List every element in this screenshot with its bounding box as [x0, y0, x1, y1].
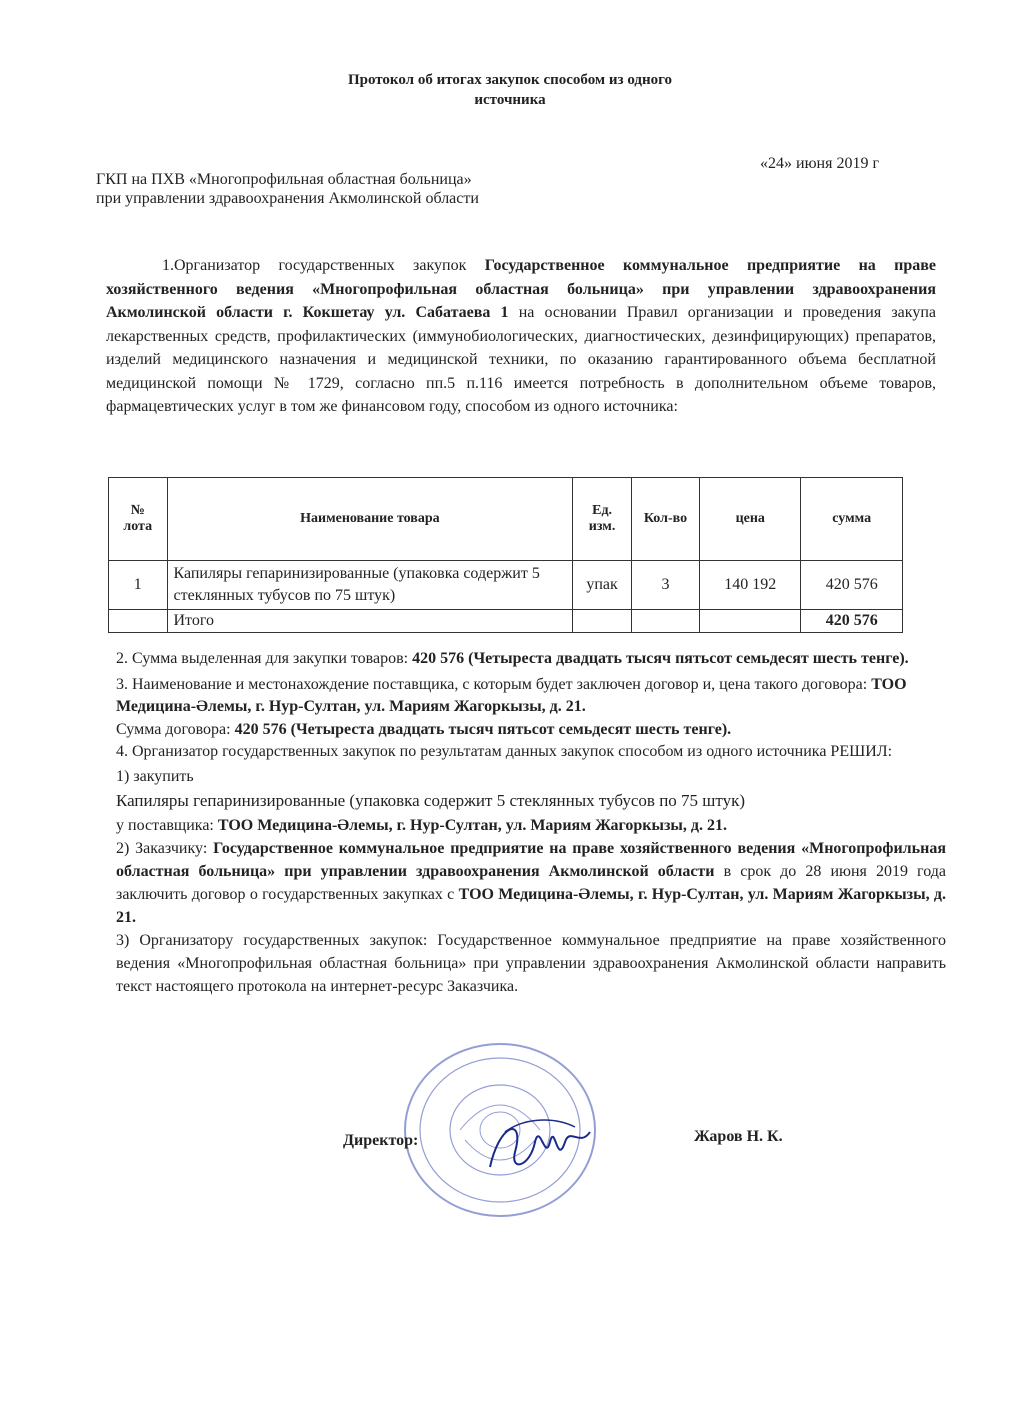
paragraph-3 — [116, 674, 946, 719]
organization-line-2: при управлении здравоохранения Акмолинской области — [96, 190, 479, 207]
paragraph-1 — [106, 254, 936, 419]
table-total-row — [109, 610, 903, 633]
decision-1-item: Капиляры гепаринизированные (упаковка содержит 5 стеклянных тубусов по 75 штук) — [116, 791, 746, 810]
title-line-1: Протокол об итогах закупок способом из одного — [347, 72, 673, 88]
d1-supplier-label: у поставщика: — [116, 816, 218, 834]
p1-organizer-bold: Государственное коммунальное предприятие на праве хозяйственного ведения «Многопрофильная областная больница» при управлении здравоохранения Акмолинской области г. Кокшетау ул. Сабатаева 1 — [106, 257, 937, 321]
d1-supplier-bold: ТОО Медицина-Әлемы, г. Нур-Султан, ул. Мариям Жагоркызы, д. 21. — [217, 816, 727, 834]
header-sum: сумма — [801, 478, 903, 561]
decision-1: 1) закупить — [116, 767, 194, 785]
cell-lot: 1 — [109, 561, 168, 610]
p1-text-c: на основании Правил организации и проведения закупа лекарственных средств, профилактических (иммунобиологических, диагностических, дезинфицирующих) препаратов, изделий медицинского назначения и медицинской техники, по оказанию гарантированного объема бесплатной медицинской помощи № 1729, согласно пп.5 п.116 имеется потребность в дополнительном объеме товаров, фармацевтических услуг в том же финансовом году, способом из одного источника: — [106, 304, 936, 415]
p2-amount-bold: 420 576 (Четыреста двадцать тысяч пятьсот семьдесят шесть тенге). — [412, 650, 909, 667]
document-title — [300, 70, 720, 110]
cell-unit: упак — [573, 561, 632, 610]
d2-supplier-bold: ТОО Медицина-Әлемы, г. Нур-Султан, ул. Мариям Жагоркызы, д. 21. — [116, 886, 947, 926]
cell-qty: 3 — [631, 561, 699, 610]
paragraph-4: 4. Организатор государственных закупок по результатам данных закупок способом из одного источника РЕШИЛ: — [116, 743, 893, 760]
p3c-text: Сумма договора: — [116, 720, 235, 738]
paragraph-3-sum — [116, 719, 946, 742]
d2-customer-bold: Государственное коммунальное предприятие на праве хозяйственного ведения «Многопрофильная областная больница» при управлении здравоохранения Акмолинской области — [116, 840, 946, 880]
document-body — [116, 648, 946, 998]
cell-total-label: Итого — [167, 610, 573, 633]
d2-text-a: 2) Заказчику: — [116, 840, 214, 857]
cell-sum: 420 576 — [801, 561, 903, 610]
d2-text-c: в срок до 28 июня 2019 года заключить договор о государственных закупках с — [116, 863, 946, 903]
header-qty: Кол-во — [631, 478, 699, 561]
decision-3: 3) Организатору государственных закупок: Государственное коммунальное предприятие на праве хозяйственного ведения «Многопрофильная областная больница» при управлении здравоохранения Акмолинской области направить текст настоящего протокола на интернет-ресурс Заказчика. — [116, 932, 946, 995]
header-price: цена — [700, 478, 801, 561]
paragraph-2 — [116, 648, 946, 671]
table-row — [109, 561, 903, 610]
organization-header — [96, 170, 479, 208]
cell-name: Капиляры гепаринизированные (упаковка содержит 5 стеклянных тубусов по 75 штук) — [167, 561, 573, 610]
cell-total-sum: 420 576 — [801, 610, 903, 633]
p2-text: 2. Сумма выделенная для закупки товаров: — [116, 650, 413, 667]
p3-supplier-bold: ТОО Медицина-Әлемы, г. Нур-Султан, ул. Мариям Жагоркызы, д. 21. — [116, 675, 907, 715]
signature-label: Директор: — [343, 1132, 419, 1149]
p1-text-a: 1.Организатор государственных закупок — [162, 257, 485, 274]
decision-1-supplier — [116, 815, 946, 838]
cell-price: 140 192 — [700, 561, 801, 610]
document-date: «24» июня 2019 г — [760, 155, 879, 172]
header-lot: № лота — [109, 478, 168, 561]
p3c-amount-bold: 420 576 (Четыреста двадцать тысяч пятьсот семьдесят шесть тенге). — [234, 720, 732, 738]
table-header-row — [109, 478, 903, 561]
header-unit: Ед. изм. — [573, 478, 632, 561]
header-name: Наименование товара — [167, 478, 573, 561]
p3-text: 3. Наименование и местонахождение поставщика, с которым будет заключен договор и, цена такого договора: — [116, 675, 872, 693]
signatory-name: Жаров Н. К. — [694, 1128, 783, 1145]
goods-table — [108, 477, 903, 633]
organization-line-1: ГКП на ПХВ «Многопрофильная областная больница» — [96, 171, 472, 188]
director-signature — [485, 1112, 595, 1182]
decision-2 — [116, 837, 946, 929]
title-line-2: источника — [474, 92, 546, 108]
